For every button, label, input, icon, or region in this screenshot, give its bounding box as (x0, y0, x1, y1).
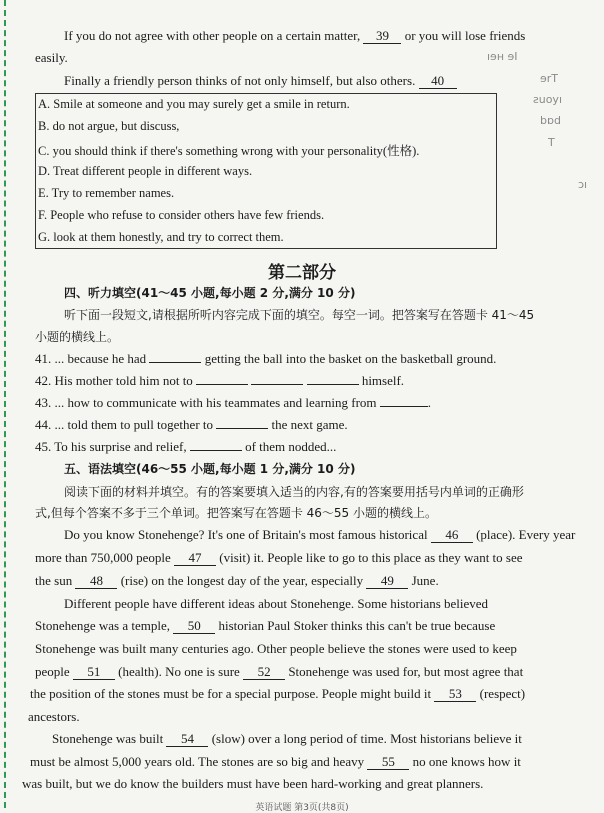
passage-line: Stonehenge was a temple, 50 historian Paul Stoker thinks this can't be true because (35, 618, 496, 633)
option-a: A. Smile at someone and you may surely get a smile in return. (38, 97, 350, 111)
text-line: If you do not agree with other people on a certain matter, 39 or you will lose friends (64, 28, 526, 43)
section-header-listening: 四、听力填空(41～45 小题,每小题 2 分,满分 10 分) (64, 286, 356, 300)
part-two-title: 第二部分 (268, 263, 336, 283)
blank-49: 49 (366, 574, 408, 589)
bleed-text: bɒd (540, 114, 561, 127)
blank-48: 48 (75, 574, 117, 589)
passage-line: people 51 (health). No one is sure 52 Stonehenge was used for, but most agree that (35, 664, 524, 679)
section-header-grammar: 五、语法填空(46～55 小题,每小题 1 分,满分 10 分) (64, 462, 356, 476)
passage-line: Different people have different ideas about Stonehenge. Some historians believed (64, 596, 489, 611)
blank-40: 40 (419, 74, 457, 89)
bleed-text: T (548, 136, 555, 149)
binding-dash-line (4, 0, 6, 808)
passage-line: more than 750,000 people 47 (visit) it. People like to go to this place as they want to see (35, 550, 523, 565)
passage-line: Stonehenge was built many centuries ago. Other people believe the stones were used to keep (35, 641, 517, 656)
blank-46: 46 (431, 528, 473, 543)
passage-line: the sun 48 (rise) on the longest day of the year, especially 49 June. (35, 573, 439, 588)
bleed-text: ıɘʜ ɘI (487, 50, 518, 63)
blank-54: 54 (166, 732, 208, 747)
blank-47: 47 (174, 551, 216, 566)
bleed-text: ƨuoyı (533, 93, 562, 106)
blank-50: 50 (173, 619, 215, 634)
bleed-text: ɔı (578, 178, 588, 191)
passage-line: ancestors. (28, 709, 80, 724)
passage-line: Do you know Stonehenge? It's one of Britain's most famous historical 46 (place). Every year (64, 527, 576, 542)
option-g: G. look at them honestly, and try to correct them. (38, 230, 284, 244)
passage-line: the position of the stones must be for a special purpose. People might build it 53 (respect) (30, 686, 526, 701)
passage-line: was built, but we do know the builders must have been hard-working and great planners. (22, 776, 484, 791)
option-f: F. People who refuse to consider others have few friends. (38, 208, 325, 222)
page-footer: 英语试题 第3页(共8页) (255, 803, 349, 813)
question-41: 41. ... because he had getting the ball into the basket on the basketball ground. (35, 351, 497, 366)
passage-line: must be almost 5,000 years old. The stones are so big and heavy 55 no one knows how it (30, 754, 521, 769)
option-e: E. Try to remember names. (38, 186, 175, 200)
instruction-line: 听下面一段短文,请根据所听内容完成下面的填空。每空一词。把答案写在答题卡 41～45 (64, 308, 535, 322)
instruction-line: 阅读下面的材料并填空。有的答案要填入适当的内容,有的答案要用括号内单词的正确形 (64, 485, 524, 499)
option-c: C. you should think if there's something wrong with your personality(性格). (38, 144, 420, 158)
blank-55: 55 (367, 755, 409, 770)
question-45: 45. To his surprise and relief, of them nodded... (35, 439, 337, 454)
bleed-text: ɘrT (540, 72, 559, 85)
blank-52: 52 (243, 665, 285, 680)
instruction-line: 小题的横线上。 (35, 330, 120, 344)
question-43: 43. ... how to communicate with his teammates and learning from . (35, 395, 432, 410)
instruction-line: 式,但每个答案不多于三个单词。把答案写在答题卡 46～55 小题的横线上。 (35, 506, 437, 520)
text-line: Finally a friendly person thinks of not only himself, but also others. 40 (64, 73, 457, 89)
question-42: 42. His mother told him not to himself. (35, 373, 405, 388)
option-d: D. Treat different people in different ways. (38, 164, 253, 178)
text-line: easily. (35, 50, 68, 65)
blank-51: 51 (73, 665, 115, 680)
option-b: B. do not argue, but discuss, (38, 119, 180, 133)
blank-39: 39 (363, 29, 401, 44)
question-44: 44. ... told them to pull together to the next game. (35, 417, 348, 432)
blank-53: 53 (434, 687, 476, 702)
passage-line: Stonehenge was built 54 (slow) over a long period of time. Most historians believe it (52, 731, 522, 746)
